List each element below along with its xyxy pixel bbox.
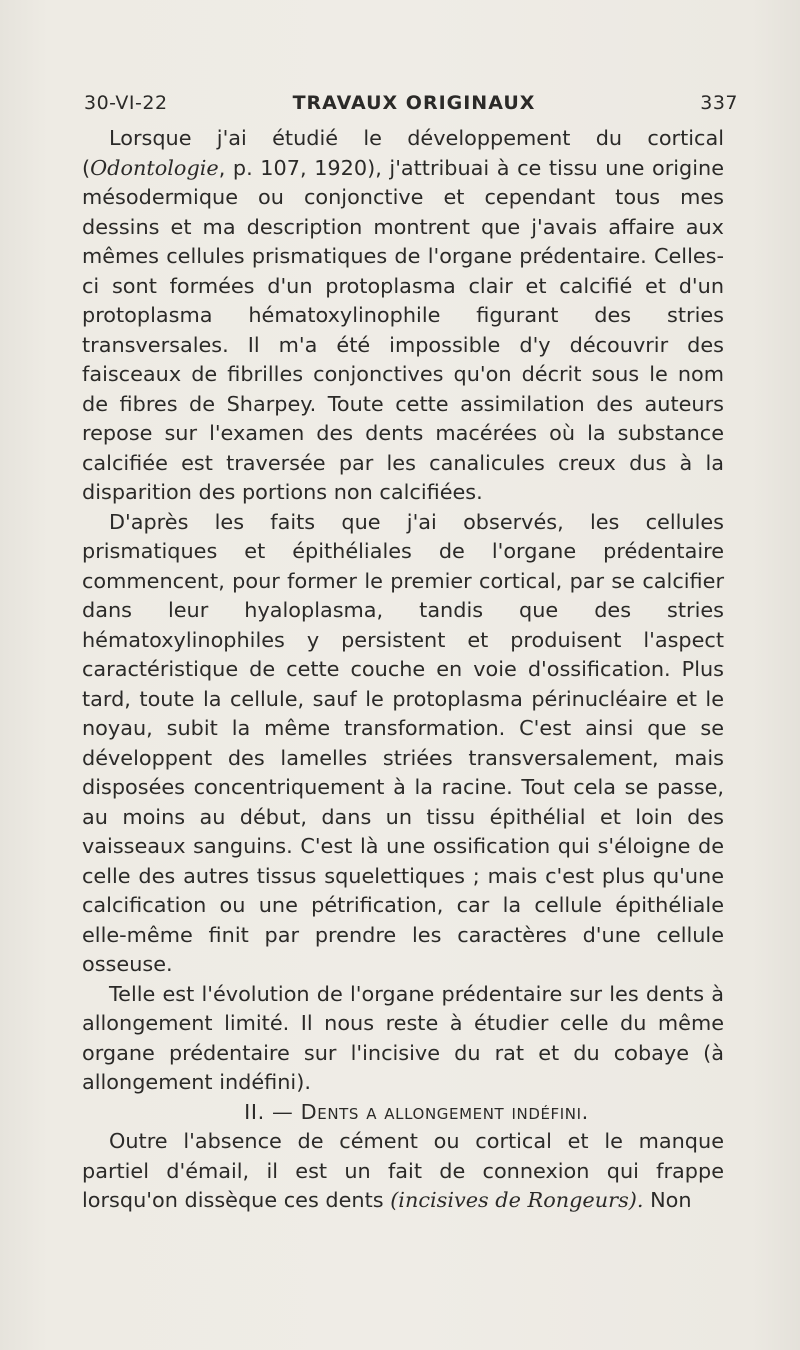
- header-date: 30-VI-22: [84, 92, 168, 114]
- paragraph-4: [82, 1127, 724, 1216]
- page-number: 337: [700, 92, 738, 114]
- section-title: Dents a allongement indéfini.: [300, 1099, 589, 1124]
- paragraph-3: Telle est l'évolution de l'organe prédentaire sur les dents à allongement limité. Il nous reste à étudier celle du même organe prédentaire sur l'incisive du rat et du cobaye (à allongement indéfini).: [82, 981, 724, 1094]
- paragraph-1-part-a: Lorsque j'ai étudié le développement du cortical (: [82, 126, 724, 180]
- running-header: [84, 92, 738, 118]
- paragraph-4-italic: (incisives de Rongeurs).: [390, 1188, 644, 1212]
- paragraph-4-part-a: Outre l'absence de cément ou cortical et le manque partiel d'émail, il est un fait de connexion qui frappe lorsqu'on dissèque ces dents: [82, 1129, 724, 1212]
- section-number: II. —: [244, 1099, 301, 1124]
- section-heading: [82, 1098, 724, 1128]
- paragraph-4-part-b: Non: [643, 1188, 692, 1212]
- paragraph-2: D'après les faits que j'ai observés, les cellules prismatiques et épithéliales de l'organe prédentaire commencent, pour former le premier cortical, par se calcifier dans leur hyaloplasma, tandis que des stries hématoxylinophiles y persistent et produisent l'aspect caractéristique de cette couche en voie d'ossification. Plus tard, toute la cellule, sauf le protoplasma périnucléaire et le noyau, subit la même transformation. C'est ainsi que se développent des lamelles striées transversalement, mais disposées concentriquement à la racine. Tout cela se passe, au moins au début, dans un tissu épithélial et loin des vaisseaux sanguins. C'est là une ossification qui s'éloigne de celle des autres tissus squelettiques ; mais c'est plus qu'une calcification ou une pétrification, car la cellule épithéliale elle-même finit par prendre les caractères d'une cellule osseuse.: [82, 509, 724, 976]
- header-title: TRAVAUX ORIGINAUX: [292, 92, 536, 114]
- paragraph-1: [82, 124, 724, 508]
- journal-name: Odontologie: [90, 155, 219, 180]
- article-body: [82, 124, 724, 1216]
- paragraph-1-part-b: , p. 107, 1920), j'attribuai à ce tissu une origine mésodermique ou conjonctive et cependant tous mes dessins et ma description montrent que j'avais affaire aux mêmes cellules prismatiques de l'organe prédentaire. Celles-ci sont formées d'un protoplasma clair et calcifié et d'un protoplasma hématoxylinophile figurant des stries transversales. Il m'a été impossible d'y découvrir des faisceaux de fibrilles conjonctives qu'on décrit sous le nom de fibres de Sharpey. Toute cette assimilation des auteurs repose sur l'examen des dents macérées où la substance calcifiée est traversée par les canalicules creux dus à la disparition des portions non calcifiées.: [82, 155, 724, 504]
